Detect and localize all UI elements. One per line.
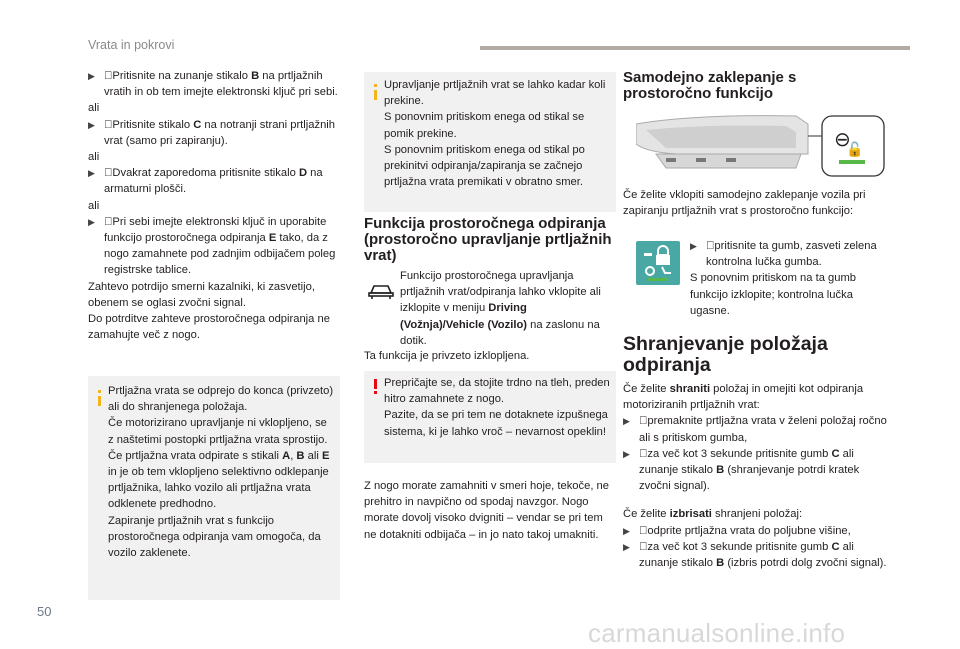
watermark: carmanualsonline.info [588,618,846,648]
instruction-bullet: ▶ Pritisnite stikalo C na notranji strani prtljažnih vrat (samo pri zapiranju). [88,118,336,147]
info-text-4: Zapiranje prtljažnih vrat s funkcijo prostoročnega odpiranja vam omogoča, da vozilo zaklenete. [108,514,321,560]
auto-lock-button-icon[interactable] [636,241,680,285]
auto-lock-bullet: ▶ pritisnite ta gumb, zasveti zelena kontrolna lučka gumba. [690,240,877,269]
bullet-arrow-icon: ▶ [88,119,95,130]
auto-lock-off-text: S ponovnim pritiskom na ta gumb funkcijo izklopite; kontrolna lučka ugasne. [690,272,857,317]
bullet-arrow-icon: ▶ [88,168,95,179]
interrupt-text-2: S ponovnim pritiskom enega od stikal se pomik prekine. [384,111,585,140]
auto-lock-intro: Če želite vklopiti samodejno zaklepanje vozila pri zapiranju prtljažnih vrat s prostoročno funkcijo: [623,189,866,218]
bullet-arrow-icon: ▶ [623,416,630,427]
default-off-text: Ta funkcija je privzeto izklopljena. [364,350,530,362]
save-step-1: ▶ premaknite prtljažna vrata v želeni položaj ročno ali s pritiskom gumba, [623,415,887,444]
info-text-3: Če prtljažna vrata odpirate s stikali A, B ali E in je ob tem vklopljeno selektivno odklepanje prtljažnika, lahko vozilo ali prtljažna vrata odklenete predhodno. [108,449,330,511]
svg-text:🔓: 🔓 [846,142,864,158]
info-icon-dot [374,84,377,87]
confirm-paragraph: Zahtevo potrdijo smerni kazalniki, ki zasvetijo, obenem se oglasi zvočni signal. [88,280,315,309]
or-separator: ali [88,102,100,115]
bullet-arrow-icon: ▶ [88,71,95,81]
header-divider [480,46,910,50]
interrupt-text-1: Upravljanje prtljažnih vrat se lahko kadar koli prekine. [384,79,606,108]
handsfree-feature-text: Funkcijo prostoročnega upravljanja prtljažnih vrat/odpiranja lahko vklopite ali izklopite v meniju Driving (Vožnja)/Vehicle (Vozilo) na zaslonu na dotik. [400,270,601,347]
or-separator: ali [88,151,100,164]
page-number: 50 [37,604,52,619]
warning-box [364,371,616,463]
info-text-2: Če motorizirano upravljanje ni vklopljeno, se z naštetimi postopki prtljažna vrata sprostijo. [108,417,328,446]
svg-text:⊖: ⊖ [834,127,851,151]
info-text-1: Prtljažna vrata se odprejo do konca (privzeto) ali do shranjenega položaja. [108,385,334,414]
warning-text-2: Pazite, da se pri tem ne dotaknete izpušnega sistema, ki je lahko vroč – nevarnost opeklin! [384,409,608,438]
instruction-bullet: ▶ Pritisnite na zunanje stikalo B na prtljažnih vratih in ob tem imejte elektronski ključ pri sebi. [88,70,338,99]
foot-paragraph: Do potrditve zahteve prostoročnega odpiranja ne zamahujte več z nogo. [88,313,330,342]
info-icon-dot [98,390,101,393]
heading-auto-lock: Samodejno zaklepanje s prostoročno funkcijo [623,69,797,102]
instruction-bullet: ▶ Pri sebi imejte elektronski ključ in uporabite funkcijo prostoročnega odpiranja E tako, da z nogo zamahnete pod zadnjim odbijačem poleg registrske tablice. [88,215,336,277]
bullet-arrow-icon: ▶ [623,525,630,536]
save-position-text: Če želite shraniti položaj in omejiti kot odpiranja motoriziranih prtljažnih vrat: ▶ premaknite prtljažna vrata v želeni položaj ročno ali s pritiskom gumba, ▶ za več kot 3 sekunde pritisnite gumb C ali zunanje stikalo B (shranjevanje potrdi kratek zvočni signal). Če želite izbrisati shranjeni položaj: ▶ odprite prtljažna vrata do poljubne višine, ▶ za več kot 3 sekunde pritisnite gumb C ali zunanje stikalo B (izbris potrdi dolg zvočni signal). [623,381,887,571]
delete-step-2: ▶ za več kot 3 sekunde pritisnite gumb C ali zunanje stikalo B (izbris potrdi dolg zvočni signal). [623,540,887,570]
column-1 [88,68,340,343]
lock-hands-free-icon [636,241,680,285]
instruction-bullet: ▶ Dvakrat zaporedoma pritisnite stikalo D na armaturni plošči. [88,167,323,196]
warning-icon-bar [374,379,377,389]
vehicle-settings-icon [368,282,394,300]
kick-instructions: Z nogo morate zamahniti v smeri hoje, tekoče, ne prehitro in navpično od spodaj navzgor. Nogo morate dovolj visoko dvigniti – vendar se pri tem ne dotakniti odbijača – in jo nato takoj umakniti. [364,480,609,541]
instruction-list [88,68,340,279]
section-header: Vrata in pokrovi [88,38,175,52]
dashboard-illustration [636,114,890,178]
car-icon [368,282,394,300]
bullet-arrow-icon: ▶ [88,216,95,227]
save-step-2: ▶ za več kot 3 sekunde pritisnite gumb C ali zunanje stikalo B (shranjevanje potrdi kratek zvočni signal). [623,447,860,493]
info-icon-bar [98,396,101,406]
auto-lock-steps [690,238,890,319]
bullet-arrow-icon: ▶ [623,541,630,552]
interrupt-text-3: S ponovnim pritiskom enega od stikal po prekinitvi odpiranja/zapiranja se začnejo prtljažna vrata premikati v obratno smer. [384,143,585,189]
heading-save-position: Shranjevanje položaja odpiranja [623,333,828,376]
info-icon-bar [374,90,377,100]
info-box-opening [88,376,340,600]
bullet-arrow-icon: ▶ [690,241,697,251]
warning-icon-dot [374,391,377,394]
or-separator: ali [88,199,100,212]
bullet-arrow-icon: ▶ [623,448,630,459]
heading-handsfree: Funkcija prostoročnega odpiranja (prostoročno upravljanje prtljažnih vrat) [364,215,612,264]
dashboard-image [636,114,890,178]
warning-text-1: Prepričajte se, da stojite trdno na tleh, preden hitro zamahnete z nogo. [384,377,610,406]
delete-step-1: ▶ odprite prtljažna vrata do poljubne višine, [623,523,887,539]
info-box-interrupt [364,72,616,212]
